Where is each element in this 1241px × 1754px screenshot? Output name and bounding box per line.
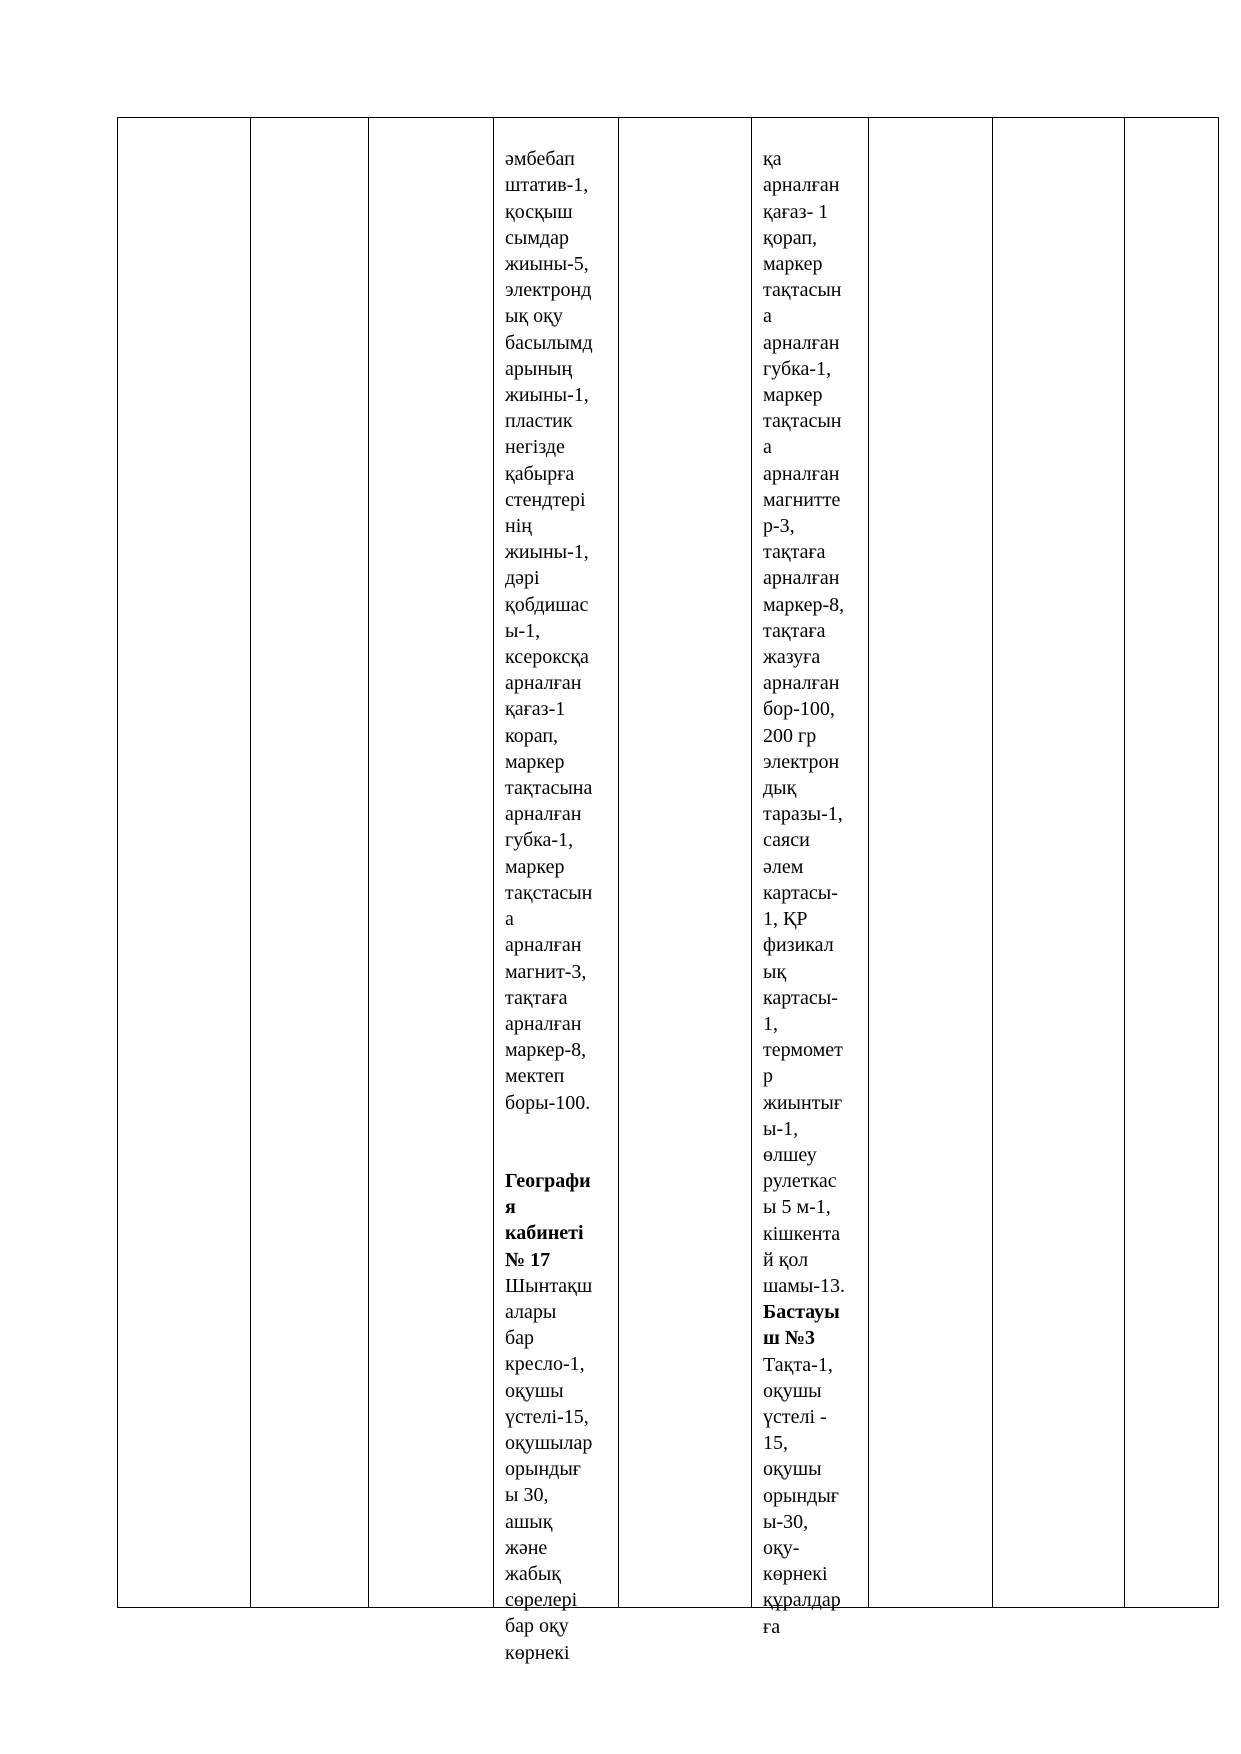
cell-heading-primary-room: Бастауы ш №3 xyxy=(763,1301,840,1350)
column-divider xyxy=(868,118,869,1607)
paragraph-gap xyxy=(505,1116,613,1142)
column-divider xyxy=(751,118,752,1607)
column-divider xyxy=(992,118,993,1607)
table-cell-col4 xyxy=(505,120,613,1666)
table-cell-col6 xyxy=(763,120,865,1640)
cell-heading-geography-room: Географи я кабинеті № 17 xyxy=(505,1169,591,1271)
column-divider xyxy=(618,118,619,1607)
cell-text-geography-list: Шынтақш алары бар кресло-1, оқушы үстелі-15, оқушылар орындығ ы 30, ашық және жабық сөрелері бар оқу көрнекі xyxy=(505,1274,593,1664)
column-divider xyxy=(250,118,251,1607)
column-divider xyxy=(368,118,369,1607)
cell-text-equipment-list: қа арналған қағаз- 1 қорап, маркер тақтасын а арналған губка-1, маркер тақтасын а арналған магнитте р-3, тақтаға арналған маркер-8, тақтаға жазуға арналған бор-100, 200 гр электрон дық таразы-1, саяси әлем картасы- 1, ҚР физикал ық картасы- 1, термомет р жиынтығ ы-1, өлшеу рулеткас ы 5 м-1, кішкентa й қол шамы-13. xyxy=(763,148,846,1297)
cell-text-equipment-list: әмбебап штатив-1, қосқыш сымдар жиыны-5, электронд ық оқу басылымд арының жиыны-1, пластик негізде қабырға стендтері нің жиыны-1, дәрі қобдишас ы-1, ксероксқа арналған қағаз-1 корап, маркер тақтасына арналған губка-1, маркер тақстасын а арналған магнит-3, тақтаға арналған маркер-8, мектеп боры-100. xyxy=(505,148,593,1114)
column-divider xyxy=(493,118,494,1607)
cell-text-primary-list: Тақта-1, оқушы үстелі - 15, оқушы орындығ ы-30, оқу- көрнекі құралдар ға xyxy=(763,1353,841,1638)
column-divider xyxy=(1124,118,1125,1607)
equipment-table xyxy=(117,117,1219,1664)
